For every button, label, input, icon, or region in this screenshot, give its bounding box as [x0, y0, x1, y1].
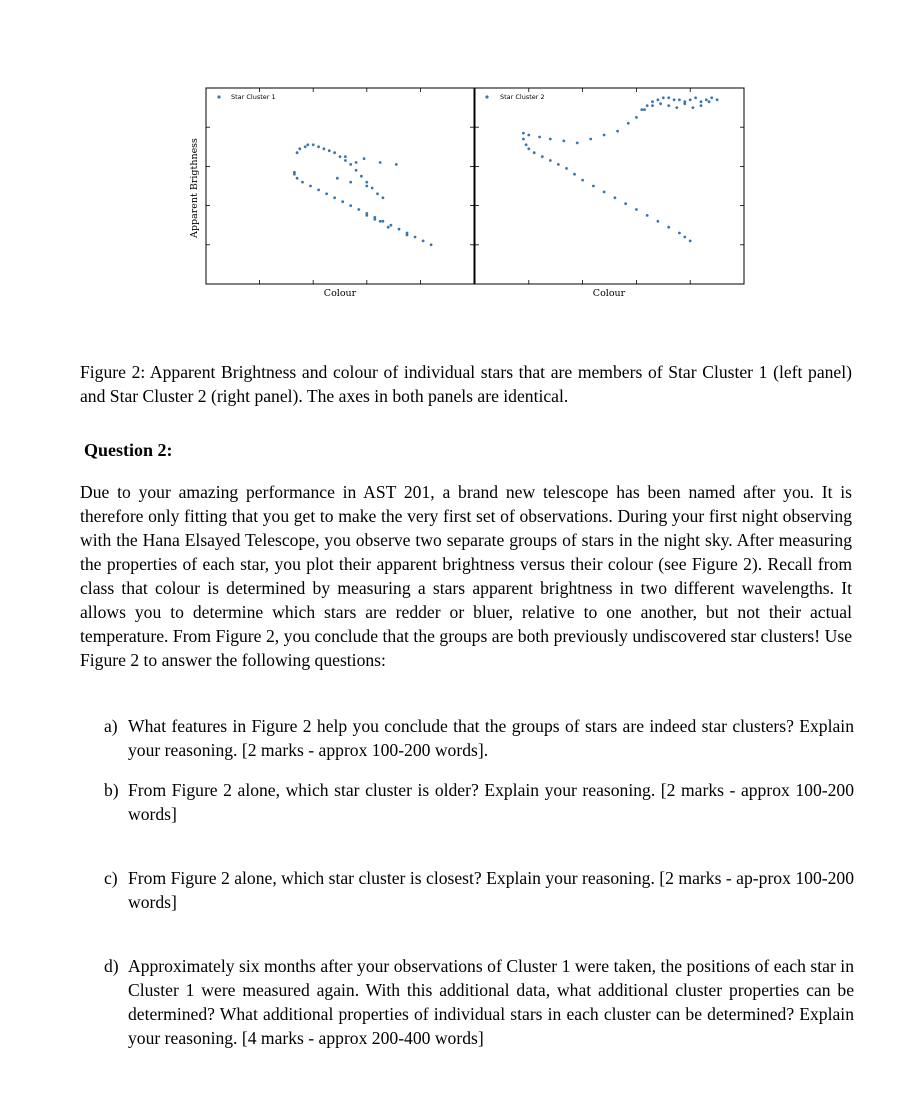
plot-frame	[475, 88, 744, 284]
data-point	[341, 200, 344, 203]
data-point	[675, 106, 678, 109]
data-point	[373, 218, 376, 221]
data-point	[304, 145, 307, 148]
item-label: d)	[104, 956, 119, 976]
data-point	[344, 155, 347, 158]
data-point	[527, 147, 530, 150]
data-point	[603, 191, 606, 194]
data-point	[667, 104, 670, 107]
data-point	[365, 214, 368, 217]
data-point	[355, 169, 358, 172]
data-point	[355, 161, 358, 164]
data-point	[538, 136, 541, 139]
y-axis-label: Apparent Brigthness	[189, 138, 200, 238]
data-point	[298, 147, 301, 150]
data-point	[614, 196, 617, 199]
item-label: c)	[104, 868, 118, 888]
data-point	[673, 98, 676, 101]
data-point	[293, 173, 296, 176]
data-point	[365, 185, 368, 188]
data-point	[296, 151, 299, 154]
x-axis-label: Colour	[592, 288, 626, 299]
question-item-a	[104, 714, 854, 762]
item-text: From Figure 2 alone, which star cluster is older? Explain your reasoning. [2 marks - approx 100-200 words]	[128, 780, 854, 824]
data-point	[414, 236, 417, 239]
data-point	[710, 96, 713, 99]
data-point	[667, 226, 670, 229]
data-point	[349, 163, 352, 166]
data-point	[646, 104, 649, 107]
data-point	[365, 181, 368, 184]
data-point	[333, 151, 336, 154]
data-point	[333, 196, 336, 199]
data-point	[657, 220, 660, 223]
data-point	[527, 134, 530, 137]
data-point	[301, 181, 304, 184]
data-point	[328, 149, 331, 152]
data-point	[349, 204, 352, 207]
item-text: What features in Figure 2 help you conclude that the groups of stars are indeed star clusters? Explain your reasoning. [2 marks - approx 100-200 words].	[128, 716, 854, 760]
data-point	[651, 104, 654, 107]
data-point	[312, 143, 315, 146]
data-point	[716, 98, 719, 101]
right-panel	[475, 88, 744, 299]
data-point	[708, 100, 711, 103]
data-point	[344, 159, 347, 162]
data-point	[422, 240, 425, 243]
question-body: Due to your amazing performance in AST 201, a brand new telescope has been named after you. It is therefore only fitting that you get to make the very first set of observations. During your first night observing with the Hana Elsayed Telescope, you observe two separate groups of stars in the night sky. After measuring the properties of each star, you plot their apparent brightness versus their colour (see Figure 2). Recall from class that colour is determined by measuring a stars apparent brightness in two different wavelengths. It allows you to determine which stars are redder or bluer, relative to one another, but not their actual temperature. From Figure 2, you conclude that the groups are both previously undiscovered star clusters! Use Figure 2 to answer the following questions:	[80, 482, 852, 670]
data-point	[371, 187, 374, 190]
data-point	[376, 192, 379, 195]
data-point	[689, 98, 692, 101]
data-point	[323, 147, 326, 150]
data-point	[309, 185, 312, 188]
item-text: Approximately six months after your observations of Cluster 1 were taken, the positions of each star in Cluster 1 were measured again. With this additional data, what additional cluster properties can be determined? What additional properties of individual stars in each cluster can be determined? Explain your reasoning. [4 marks - approx 200-400 words]	[128, 956, 854, 1048]
data-point	[683, 236, 686, 239]
legend-marker	[217, 95, 220, 98]
data-point	[678, 232, 681, 235]
data-point	[643, 108, 646, 111]
data-point	[694, 96, 697, 99]
left-panel	[206, 88, 474, 299]
data-point	[363, 157, 366, 160]
question-item-b	[104, 778, 854, 826]
data-point	[657, 98, 660, 101]
data-point	[562, 140, 565, 143]
data-point	[651, 100, 654, 103]
data-point	[317, 145, 320, 148]
data-point	[306, 143, 309, 146]
data-point	[525, 143, 528, 146]
data-point	[382, 220, 385, 223]
data-point	[683, 102, 686, 105]
question-heading: Question 2:	[84, 440, 173, 460]
data-point	[549, 159, 552, 162]
data-point	[627, 122, 630, 125]
data-point	[700, 104, 703, 107]
data-point	[522, 138, 525, 141]
data-point	[640, 108, 643, 111]
data-point	[533, 151, 536, 154]
data-point	[700, 100, 703, 103]
data-point	[589, 138, 592, 141]
data-point	[624, 202, 627, 205]
data-point	[692, 106, 695, 109]
item-label: b)	[104, 780, 119, 800]
question-item-c	[104, 866, 854, 914]
item-text: From Figure 2 alone, which star cluster is closest? Explain your reasoning. [2 marks - ap-prox 100-200 words]	[128, 868, 854, 912]
data-point	[379, 161, 382, 164]
data-point	[390, 224, 393, 227]
data-point	[387, 226, 390, 229]
data-point	[382, 196, 385, 199]
data-point	[357, 208, 360, 211]
data-point	[581, 179, 584, 182]
data-point	[662, 96, 665, 99]
data-point	[325, 192, 328, 195]
data-point	[339, 155, 342, 158]
data-point	[406, 234, 409, 237]
data-point	[395, 163, 398, 166]
figure-caption: Figure 2: Apparent Brightness and colour of individual stars that are members of Star Cluster 1 (left panel) and Star Cluster 2 (right panel). The axes in both panels are identical.	[80, 362, 852, 406]
data-point	[557, 163, 560, 166]
figure-2-chart	[0, 0, 920, 320]
data-point	[616, 130, 619, 133]
data-point	[360, 175, 363, 178]
legend-label: Star Cluster 1	[231, 93, 276, 101]
data-point	[349, 181, 352, 184]
data-point	[646, 214, 649, 217]
data-point	[573, 173, 576, 176]
item-label: a)	[104, 716, 118, 736]
data-point	[336, 177, 339, 180]
data-point	[705, 98, 708, 101]
data-point	[635, 116, 638, 119]
x-axis-label: Colour	[323, 288, 357, 299]
legend-marker	[485, 95, 488, 98]
legend-label: Star Cluster 2	[500, 93, 545, 101]
data-point	[565, 167, 568, 170]
data-point	[398, 228, 401, 231]
data-point	[576, 142, 579, 145]
data-point	[678, 98, 681, 101]
data-point	[430, 243, 433, 246]
data-point	[296, 177, 299, 180]
data-point	[549, 138, 552, 141]
data-point	[541, 155, 544, 158]
data-point	[689, 240, 692, 243]
data-point	[522, 132, 525, 135]
question-item-d	[104, 954, 854, 1050]
data-point	[317, 189, 320, 192]
data-point	[592, 185, 595, 188]
data-point	[667, 96, 670, 99]
data-point	[603, 134, 606, 137]
plot-frame	[206, 88, 474, 284]
data-point	[635, 208, 638, 211]
data-point	[659, 102, 662, 105]
data-point	[379, 220, 382, 223]
